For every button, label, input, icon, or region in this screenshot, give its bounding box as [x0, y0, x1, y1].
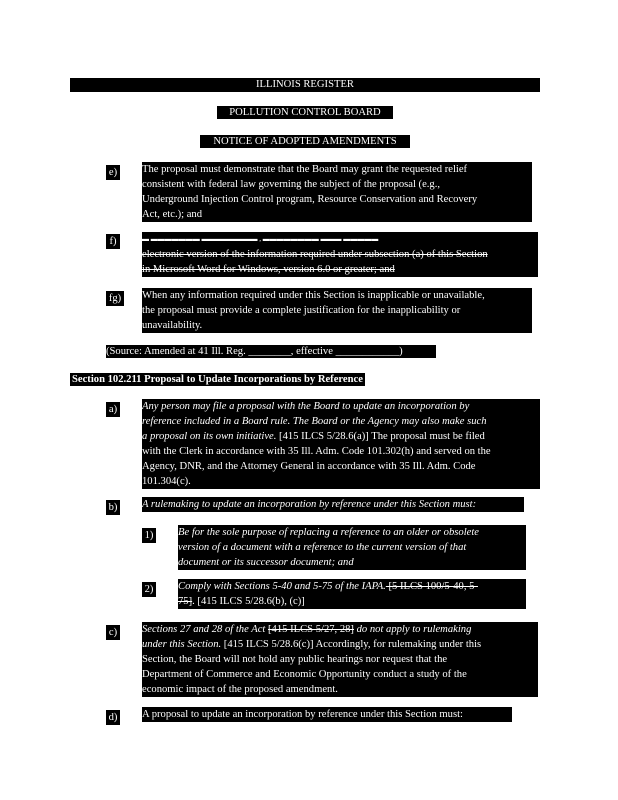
section-c-label: c) [106, 625, 120, 640]
item-e-text [142, 162, 532, 222]
item-g-text [142, 288, 532, 333]
section-b2-line1 [178, 579, 526, 594]
item-e-label: e) [106, 165, 120, 180]
item-f-label: f) [106, 234, 120, 249]
section-d-text: A proposal to update an incorporation by reference under this Section must: [142, 707, 512, 722]
section-b1-text [178, 525, 526, 570]
section-b-label: b) [106, 500, 120, 515]
section-a-label: a) [106, 402, 120, 417]
section-d-label: d) [106, 710, 120, 725]
section-a-mixed-line [142, 429, 540, 444]
item-f-struck-line: in Microsoft Word for Windows, version 6.0 or greater; and [142, 264, 395, 275]
item-g-line: the proposal must provide a complete justification for the inapplicability or [142, 305, 461, 316]
section-a-italic-part: a proposal on its own initiative. [142, 431, 277, 442]
item-f-text [142, 232, 538, 277]
source-note: (Source: Amended at 41 Ill. Reg. ________, effective ____________) [106, 345, 436, 358]
item-g-line: unavailability. [142, 320, 203, 331]
section-a-line: 101.304(c). [142, 476, 191, 487]
section-b1-label: 1) [142, 528, 156, 543]
item-g-label: fg) [106, 291, 124, 306]
agency-title: POLLUTION CONTROL BOARD [217, 106, 393, 119]
item-f-redacted-line: ▬ ▬▬▬▬▬▬▬ ▬▬▬▬▬▬▬▬ , ▬▬▬▬▬▬▬▬ ▬▬▬ ▬▬▬▬▬ [142, 235, 379, 243]
section-c-line: Section, the Board will not hold any public hearings nor request that the [142, 654, 448, 665]
notice-title: NOTICE OF ADOPTED AMENDMENTS [200, 135, 410, 148]
section-a-line: Agency, DNR, and the Attorney General in accordance with 35 Ill. Adm. Code [142, 461, 476, 472]
section-c-text [142, 622, 538, 697]
section-b2-text [178, 579, 526, 609]
section-a-text [142, 399, 540, 489]
section-b1-line: Be for the sole purpose of replacing a reference to an older or obsolete [178, 527, 479, 538]
section-a-line: with the Clerk in accordance with 35 Ill. Adm. Code 101.302(h) and served on the [142, 446, 491, 457]
section-c-struck-part: [415 ILCS 5/27, 28] [268, 624, 354, 635]
section-c-italic-part: do not apply to rulemaking [353, 624, 472, 635]
section-b1-line: document or its successor document; and [178, 557, 354, 568]
section-c-line2 [142, 637, 538, 652]
section-c-line: Department of Commerce and Economic Opportunity conduct a study of the [142, 669, 467, 680]
section-b2-struck-part: [5 ILCS 100/5-40, 5- [385, 581, 478, 592]
section-c-line1 [142, 622, 522, 637]
section-b2-plain-part: . [415 ILCS 5/28.6(b), (c)] [192, 596, 305, 607]
section-heading: Section 102.211 Proposal to Update Incorporations by Reference [72, 374, 363, 385]
item-e-line: Act, etc.); and [142, 209, 203, 220]
item-e-line: The proposal must demonstrate that the Board may grant the requested relief [142, 164, 468, 175]
section-c-italic-part: under this Section. [142, 639, 222, 650]
section-b1-line: version of a document with a reference to the current version of that [178, 542, 467, 553]
item-f-struck-line: electronic version of the information required under subsection (a) of this Section [142, 249, 488, 260]
item-e-line: consistent with federal law governing the subject of the proposal (e.g., [142, 179, 441, 190]
section-a-italic-line: reference included in a Board rule. The Board or the Agency may also make such [142, 416, 487, 427]
section-a-italic-line: Any person may file a proposal with the Board to update an incorporation by [142, 401, 470, 412]
section-c-line: economic impact of the proposed amendment. [142, 684, 338, 695]
section-b-text: A rulemaking to update an incorporation by reference under this Section must: [142, 497, 524, 512]
item-e-line: Underground Injection Control program, Resource Conservation and Recovery [142, 194, 478, 205]
section-b2-line2 [178, 594, 330, 609]
section-b2-label: 2) [142, 582, 156, 597]
section-c-italic-part: Sections 27 and 28 of the Act [142, 624, 269, 635]
section-c-plain-part: [415 ILCS 5/28.6(c)] Accordingly, for rulemaking under this [221, 639, 482, 650]
item-g-line: When any information required under this Section is inapplicable or unavailable, [142, 290, 485, 301]
section-b2-struck-part: 75] [178, 596, 193, 607]
section-b2-italic-part: Comply with Sections 5-40 and 5-75 of the IAPA. [178, 581, 386, 592]
register-title: ILLINOIS REGISTER [70, 78, 540, 91]
section-a-plain-part: [415 ILCS 5/28.6(a)] The proposal must be filed [276, 431, 485, 442]
